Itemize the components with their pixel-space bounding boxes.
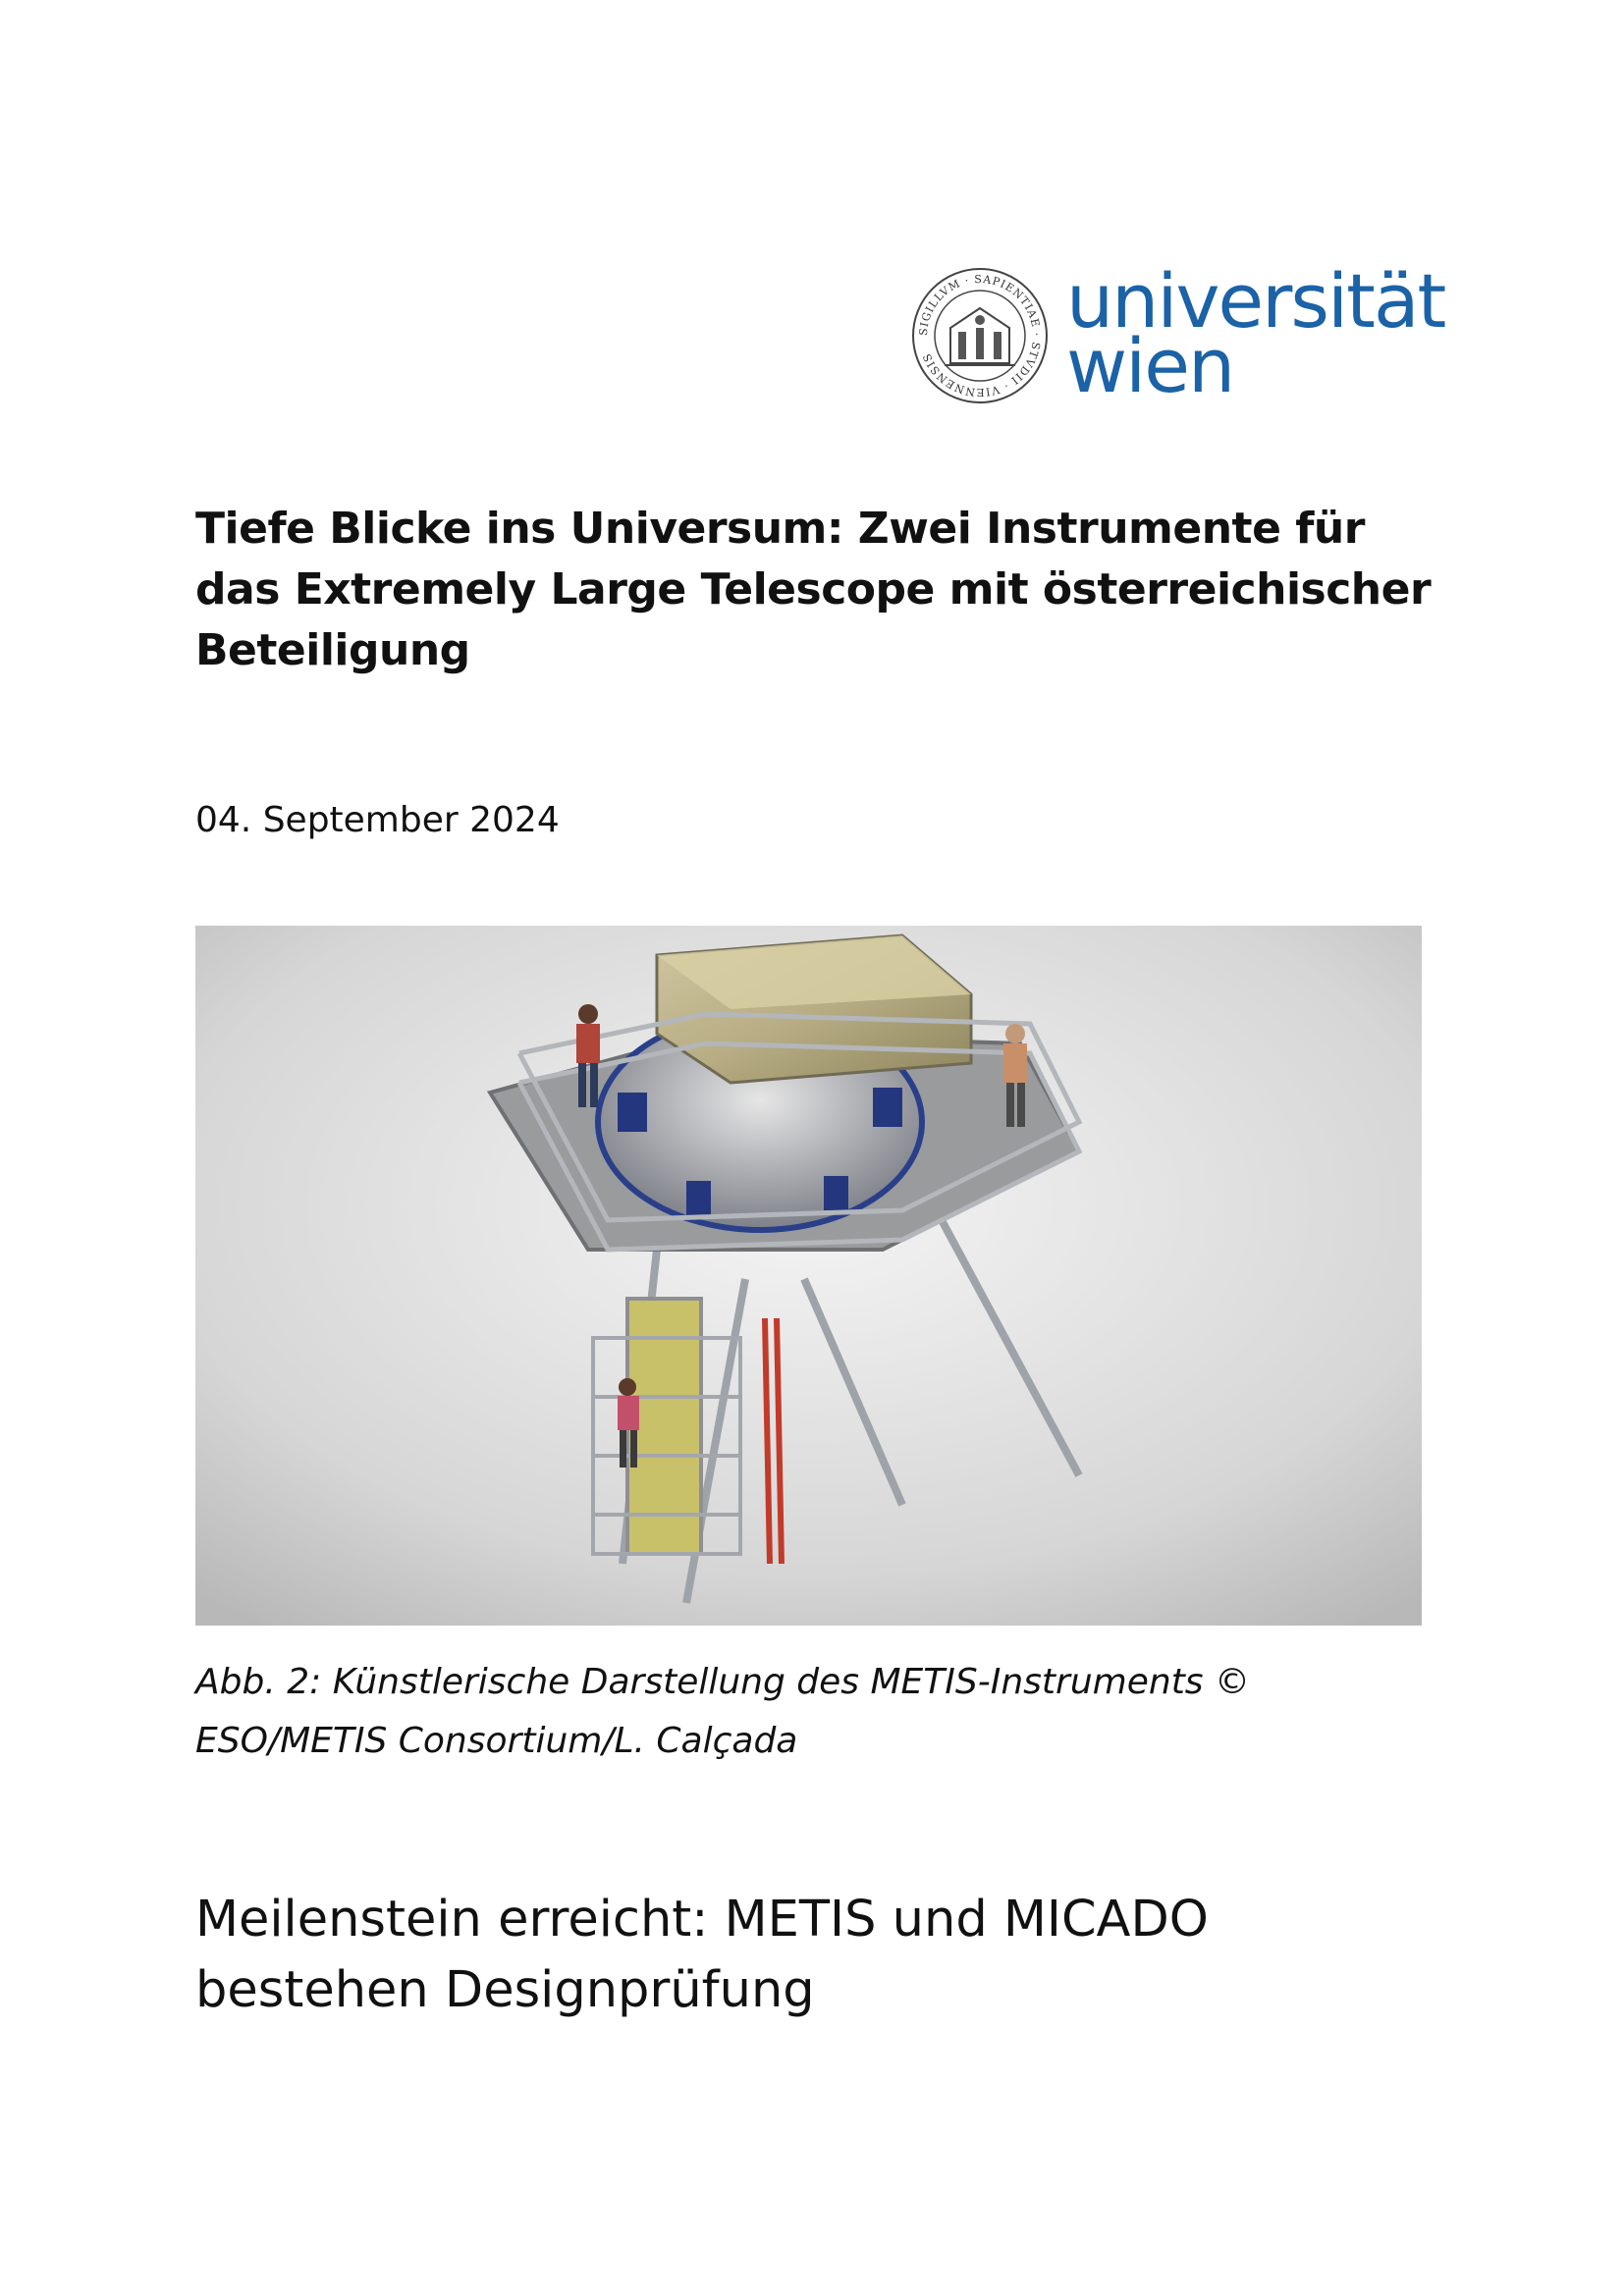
publication-date: 04. September 2024: [195, 800, 560, 840]
svg-text:SIGILLVM · SAPIENTIAE · STVDII: SIGILLVM · SAPIENTIAE · STVDII · VIENNENSIS: [916, 272, 1044, 400]
wordmark-line-2: wien: [1066, 322, 1234, 409]
figure-caption: Abb. 2: Künstlerische Darstellung des METIS-Instruments © ESO/METIS Consortium/L. Calçada: [195, 1662, 1251, 1761]
university-logo: [911, 257, 1445, 409]
section-subheading: Meilenstein erreicht: METIS und MICADO bestehen Designprüfung: [195, 1891, 1209, 2019]
metis-instrument-illustration: [195, 926, 1422, 1626]
article-title: Tiefe Blicke ins Universum: Zwei Instrumente für das Extremely Large Telescope mit österreichischer Beteiligung: [195, 504, 1432, 675]
university-wordmark: [1066, 257, 1445, 409]
university-seal-icon: [911, 267, 1049, 404]
wordmark-line-1: universität: [1066, 257, 1445, 345]
